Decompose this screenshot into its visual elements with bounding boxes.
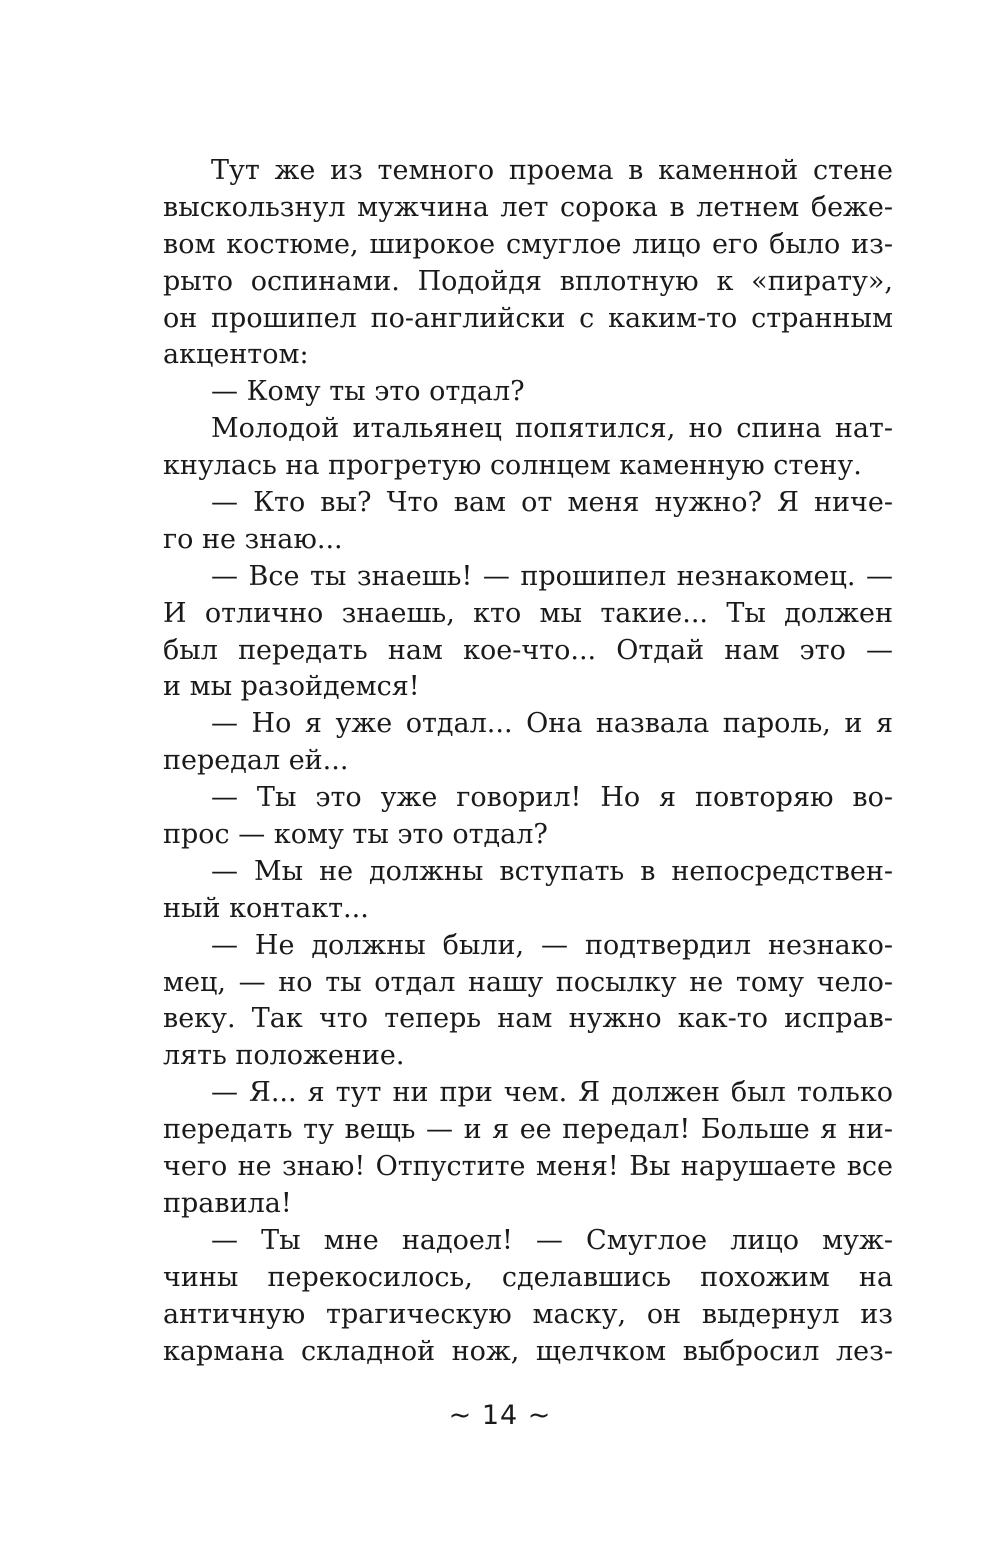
text-line: — Мы не должны вступать в непосредствен- — [211, 855, 893, 887]
text-line: и мы разойдемся! — [163, 671, 420, 703]
text-line: веку. Так что теперь нам нужно как-то исправ- — [163, 1003, 893, 1035]
text-line: прос — кому ты это отдал? — [163, 819, 548, 851]
text-line: Тут же из темного проема в каменной стене — [211, 155, 893, 186]
text-line: — Кому ты это отдал? — [211, 376, 525, 408]
text-line: был передать нам кое-что... Отдай нам это — — [163, 634, 893, 666]
text-line: — Не должны были, — подтвердил незнако- — [211, 929, 893, 961]
text-line: — Кто вы? Что вам от меня нужно? Я ниче- — [211, 487, 893, 519]
text-line: передать ту вещь — и я ее передал! Больше я ни- — [163, 1114, 893, 1146]
text-line: лять положение. — [163, 1040, 405, 1072]
text-line: кармана складной нож, щелчком выбросил лез- — [163, 1335, 893, 1367]
text-line: — Ты это уже говорил! Но я повторяю во- — [211, 782, 893, 814]
text-line: Молодой итальянец попятился, но спина нат- — [211, 413, 893, 445]
text-line: кнулась на прогретую солнцем каменную стену. — [163, 450, 862, 482]
text-line: вом костюме, широкое смуглое лицо его было из- — [163, 228, 893, 260]
page-number: ~ 14 ~ — [448, 1400, 552, 1431]
text-line: правила! — [163, 1187, 292, 1219]
text-line: рыто оспинами. Подойдя вплотную к «пирату», — [163, 265, 893, 297]
text-line: чины перекосилось, сделавшись похожим на — [163, 1261, 893, 1293]
text-line: акцентом: — [163, 339, 309, 371]
text-line: И отлично знаешь, кто мы такие... Ты должен — [163, 597, 893, 629]
text-line: мец, — но ты отдал нашу посылку не тому чело- — [163, 966, 893, 998]
text-line: ный контакт... — [163, 892, 369, 924]
text-line: — Ты мне надоел! — Смуглое лицо муж- — [211, 1224, 893, 1256]
text-line: го не знаю... — [163, 523, 343, 555]
text-line: передал ей... — [163, 745, 349, 777]
text-line: — Но я уже отдал... Она назвала пароль, и я — [211, 708, 893, 740]
text-line: — Я... я тут ни при чем. Я должен был только — [211, 1077, 893, 1109]
text-line: он прошипел по-английски с каким-то странным — [163, 302, 893, 334]
text-line: античную трагическую маску, он выдернул из — [163, 1298, 893, 1330]
text-line: выскользнул мужчина лет сорока в летнем беже- — [163, 191, 893, 223]
text-line: чего не знаю! Отпустите меня! Вы нарушаете все — [163, 1151, 893, 1183]
body-text — [163, 153, 893, 1370]
text-line: — Все ты знаешь! — прошипел незнакомец. — — [211, 560, 893, 592]
